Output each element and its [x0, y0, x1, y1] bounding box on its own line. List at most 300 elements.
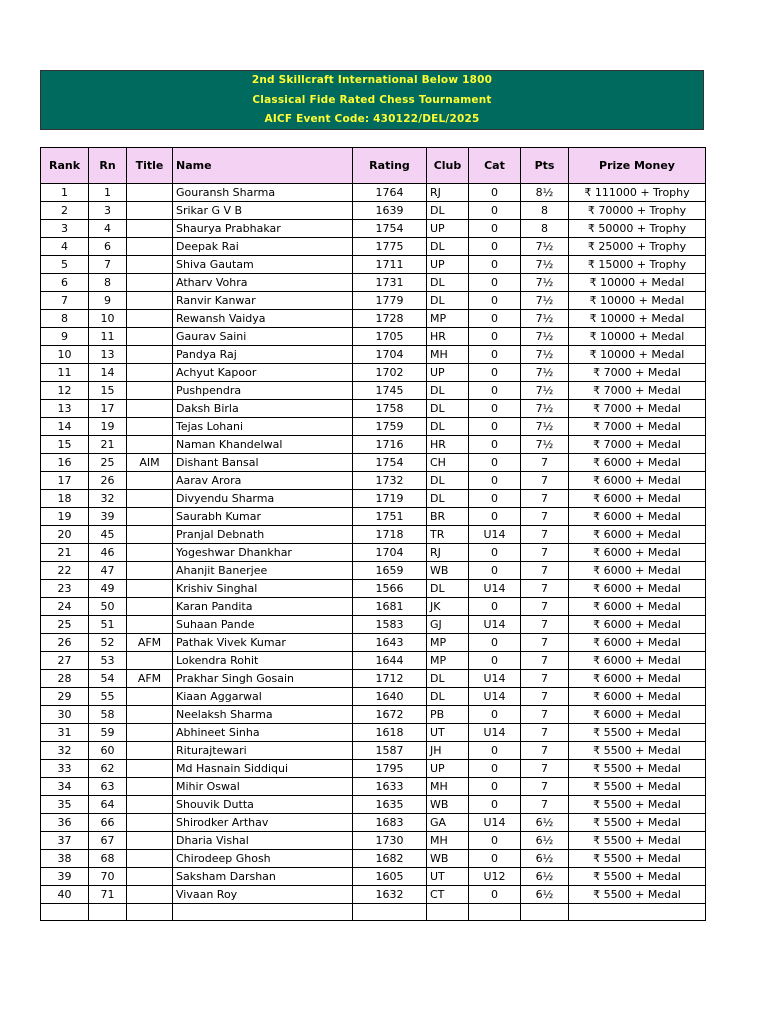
rank-cell: 40 — [41, 886, 89, 904]
rank-cell: 4 — [41, 238, 89, 256]
cat-cell: U14 — [469, 688, 521, 706]
table-header-row — [41, 148, 706, 184]
prize-money-cell: ₹ 6000 + Medal — [569, 544, 706, 562]
prize-money-cell: ₹ 50000 + Trophy — [569, 220, 706, 238]
rank-cell: 35 — [41, 796, 89, 814]
club-cell: WB — [427, 850, 469, 868]
prize-money-cell: ₹ 111000 + Trophy — [569, 184, 706, 202]
name-cell: Pandya Raj — [173, 346, 353, 364]
col-header-name: Name — [173, 148, 353, 184]
name-cell: Saksham Darshan — [173, 868, 353, 886]
title-cell — [127, 508, 173, 526]
pts-cell: 7½ — [521, 400, 569, 418]
club-cell: UP — [427, 760, 469, 778]
pts-cell: 7 — [521, 706, 569, 724]
table-row — [41, 310, 706, 328]
club-cell: PB — [427, 706, 469, 724]
rn-cell: 10 — [89, 310, 127, 328]
name-cell: Dharia Vishal — [173, 832, 353, 850]
rn-cell: 39 — [89, 508, 127, 526]
title-cell: AIM — [127, 454, 173, 472]
rating-cell: 1758 — [353, 400, 427, 418]
name-cell: Vivaan Roy — [173, 886, 353, 904]
prize-money-cell: ₹ 10000 + Medal — [569, 292, 706, 310]
rating-cell: 1639 — [353, 202, 427, 220]
pts-cell: 7 — [521, 508, 569, 526]
rn-cell: 51 — [89, 616, 127, 634]
pts-cell: 6½ — [521, 850, 569, 868]
rating-cell: 1640 — [353, 688, 427, 706]
name-cell: Chirodeep Ghosh — [173, 850, 353, 868]
title-cell — [127, 472, 173, 490]
title-cell — [127, 760, 173, 778]
rating-cell: 1605 — [353, 868, 427, 886]
rn-cell: 11 — [89, 328, 127, 346]
name-cell: Karan Pandita — [173, 598, 353, 616]
club-cell: DL — [427, 238, 469, 256]
pts-cell: 7 — [521, 490, 569, 508]
name-cell: Tejas Lohani — [173, 418, 353, 436]
rank-cell: 27 — [41, 652, 89, 670]
prize-money-cell: ₹ 6000 + Medal — [569, 508, 706, 526]
rating-cell: 1633 — [353, 778, 427, 796]
table-row — [41, 634, 706, 652]
name-cell: Prakhar Singh Gosain — [173, 670, 353, 688]
club-cell: MP — [427, 652, 469, 670]
cat-cell: U14 — [469, 670, 521, 688]
rn-cell: 71 — [89, 886, 127, 904]
rank-cell: 19 — [41, 508, 89, 526]
rn-cell: 63 — [89, 778, 127, 796]
pts-cell: 7½ — [521, 436, 569, 454]
title-cell — [127, 562, 173, 580]
prize-money-cell: ₹ 5500 + Medal — [569, 814, 706, 832]
prize-money-cell: ₹ 6000 + Medal — [569, 706, 706, 724]
empty-row — [41, 904, 706, 921]
club-cell: DL — [427, 400, 469, 418]
name-cell: Kiaan Aggarwal — [173, 688, 353, 706]
cat-cell: 0 — [469, 292, 521, 310]
club-cell: TR — [427, 526, 469, 544]
club-cell: DL — [427, 202, 469, 220]
cat-cell: U14 — [469, 526, 521, 544]
pts-cell: 6½ — [521, 868, 569, 886]
club-cell: UT — [427, 868, 469, 886]
name-cell: Divyendu Sharma — [173, 490, 353, 508]
prize-money-cell: ₹ 5500 + Medal — [569, 796, 706, 814]
rating-cell: 1635 — [353, 796, 427, 814]
title-cell — [127, 742, 173, 760]
rank-cell: 3 — [41, 220, 89, 238]
cat-cell: 0 — [469, 490, 521, 508]
title-cell — [127, 616, 173, 634]
cat-cell: 0 — [469, 634, 521, 652]
table-row — [41, 418, 706, 436]
pts-cell: 7 — [521, 616, 569, 634]
name-cell: Ahanjit Banerjee — [173, 562, 353, 580]
tournament-header — [40, 70, 704, 130]
title-cell — [127, 724, 173, 742]
cat-cell: U14 — [469, 616, 521, 634]
cat-cell: 0 — [469, 364, 521, 382]
pts-cell: 7 — [521, 688, 569, 706]
title-cell — [127, 382, 173, 400]
rating-cell: 1632 — [353, 886, 427, 904]
rating-cell: 1759 — [353, 418, 427, 436]
name-cell: Pushpendra — [173, 382, 353, 400]
club-cell: UP — [427, 256, 469, 274]
empty-cell — [569, 904, 706, 921]
cat-cell: 0 — [469, 832, 521, 850]
prize-money-cell: ₹ 5500 + Medal — [569, 886, 706, 904]
pts-cell: 7½ — [521, 310, 569, 328]
rating-cell: 1754 — [353, 454, 427, 472]
name-cell: Dishant Bansal — [173, 454, 353, 472]
club-cell: MH — [427, 778, 469, 796]
table-row — [41, 220, 706, 238]
rn-cell: 64 — [89, 796, 127, 814]
club-cell: GJ — [427, 616, 469, 634]
title-cell — [127, 832, 173, 850]
rank-cell: 7 — [41, 292, 89, 310]
rn-cell: 52 — [89, 634, 127, 652]
table-row — [41, 778, 706, 796]
rank-cell: 8 — [41, 310, 89, 328]
rn-cell: 26 — [89, 472, 127, 490]
pts-cell: 7 — [521, 544, 569, 562]
table-row — [41, 850, 706, 868]
prize-money-cell: ₹ 6000 + Medal — [569, 580, 706, 598]
title-cell: AFM — [127, 670, 173, 688]
title-cell — [127, 418, 173, 436]
cat-cell: 0 — [469, 202, 521, 220]
rank-cell: 22 — [41, 562, 89, 580]
table-row — [41, 886, 706, 904]
name-cell: Gouransh Sharma — [173, 184, 353, 202]
col-header-rn: Rn — [89, 148, 127, 184]
name-cell: Ranvir Kanwar — [173, 292, 353, 310]
rating-cell: 1716 — [353, 436, 427, 454]
rating-cell: 1704 — [353, 346, 427, 364]
pts-cell: 7 — [521, 724, 569, 742]
cat-cell: 0 — [469, 382, 521, 400]
table-row — [41, 508, 706, 526]
rating-cell: 1583 — [353, 616, 427, 634]
rn-cell: 46 — [89, 544, 127, 562]
rank-cell: 25 — [41, 616, 89, 634]
rating-cell: 1705 — [353, 328, 427, 346]
title-cell — [127, 796, 173, 814]
title-cell — [127, 184, 173, 202]
rn-cell: 59 — [89, 724, 127, 742]
name-cell: Daksh Birla — [173, 400, 353, 418]
empty-cell — [521, 904, 569, 921]
title-cell — [127, 652, 173, 670]
rating-cell: 1681 — [353, 598, 427, 616]
rank-cell: 29 — [41, 688, 89, 706]
rank-cell: 5 — [41, 256, 89, 274]
table-row — [41, 796, 706, 814]
pts-cell: 6½ — [521, 886, 569, 904]
cat-cell: 0 — [469, 706, 521, 724]
table-row — [41, 238, 706, 256]
rn-cell: 6 — [89, 238, 127, 256]
rank-cell: 18 — [41, 490, 89, 508]
rn-cell: 66 — [89, 814, 127, 832]
rank-cell: 30 — [41, 706, 89, 724]
name-cell: Shirodker Arthav — [173, 814, 353, 832]
prize-money-cell: ₹ 5500 + Medal — [569, 868, 706, 886]
rn-cell: 9 — [89, 292, 127, 310]
club-cell: DL — [427, 688, 469, 706]
cat-cell: U14 — [469, 814, 521, 832]
table-row — [41, 652, 706, 670]
table-row — [41, 688, 706, 706]
pts-cell: 7½ — [521, 346, 569, 364]
rn-cell: 14 — [89, 364, 127, 382]
rating-cell: 1644 — [353, 652, 427, 670]
club-cell: DL — [427, 292, 469, 310]
prize-money-cell: ₹ 7000 + Medal — [569, 418, 706, 436]
rn-cell: 3 — [89, 202, 127, 220]
club-cell: DL — [427, 472, 469, 490]
prize-money-cell: ₹ 6000 + Medal — [569, 670, 706, 688]
table-row — [41, 382, 706, 400]
table-row — [41, 364, 706, 382]
title-cell — [127, 886, 173, 904]
rank-cell: 9 — [41, 328, 89, 346]
name-cell: Krishiv Singhal — [173, 580, 353, 598]
rating-cell: 1719 — [353, 490, 427, 508]
title-cell — [127, 310, 173, 328]
rank-cell: 34 — [41, 778, 89, 796]
name-cell: Md Hasnain Siddiqui — [173, 760, 353, 778]
cat-cell: 0 — [469, 256, 521, 274]
rank-cell: 1 — [41, 184, 89, 202]
prize-money-cell: ₹ 7000 + Medal — [569, 436, 706, 454]
prize-money-cell: ₹ 6000 + Medal — [569, 634, 706, 652]
table-row — [41, 724, 706, 742]
table-row — [41, 184, 706, 202]
pts-cell: 7½ — [521, 328, 569, 346]
title-cell — [127, 256, 173, 274]
pts-cell: 7½ — [521, 274, 569, 292]
rn-cell: 1 — [89, 184, 127, 202]
rank-cell: 12 — [41, 382, 89, 400]
title-cell — [127, 220, 173, 238]
table-row — [41, 760, 706, 778]
cat-cell: 0 — [469, 544, 521, 562]
rn-cell: 70 — [89, 868, 127, 886]
table-row — [41, 598, 706, 616]
table-row — [41, 544, 706, 562]
title-cell — [127, 598, 173, 616]
cat-cell: U14 — [469, 580, 521, 598]
name-cell: Shouvik Dutta — [173, 796, 353, 814]
name-cell: Deepak Rai — [173, 238, 353, 256]
table-row — [41, 454, 706, 472]
name-cell: Rewansh Vaidya — [173, 310, 353, 328]
rank-cell: 16 — [41, 454, 89, 472]
rating-cell: 1566 — [353, 580, 427, 598]
table-row — [41, 526, 706, 544]
rating-cell: 1775 — [353, 238, 427, 256]
pts-cell: 7 — [521, 670, 569, 688]
name-cell: Neelaksh Sharma — [173, 706, 353, 724]
rn-cell: 21 — [89, 436, 127, 454]
col-header-prize-money: Prize Money — [569, 148, 706, 184]
rn-cell: 50 — [89, 598, 127, 616]
title-cell — [127, 274, 173, 292]
pts-cell: 7½ — [521, 418, 569, 436]
club-cell: MP — [427, 634, 469, 652]
prize-money-cell: ₹ 7000 + Medal — [569, 382, 706, 400]
rank-cell: 28 — [41, 670, 89, 688]
club-cell: WB — [427, 796, 469, 814]
name-cell: Aarav Arora — [173, 472, 353, 490]
title-cell — [127, 544, 173, 562]
prize-money-cell: ₹ 5500 + Medal — [569, 760, 706, 778]
table-row — [41, 436, 706, 454]
table-row — [41, 328, 706, 346]
rn-cell: 54 — [89, 670, 127, 688]
col-header-club: Club — [427, 148, 469, 184]
cat-cell: 0 — [469, 238, 521, 256]
prize-money-cell: ₹ 6000 + Medal — [569, 472, 706, 490]
club-cell: HR — [427, 436, 469, 454]
club-cell: GA — [427, 814, 469, 832]
title-cell — [127, 328, 173, 346]
tournament-title: 2nd Skillcraft International Below 1800 — [251, 74, 493, 86]
cat-cell: 0 — [469, 220, 521, 238]
cat-cell: U14 — [469, 724, 521, 742]
name-cell: Naman Khandelwal — [173, 436, 353, 454]
club-cell: JH — [427, 742, 469, 760]
prize-money-cell: ₹ 6000 + Medal — [569, 598, 706, 616]
club-cell: WB — [427, 562, 469, 580]
tournament-subtitle: Classical Fide Rated Chess Tournament — [252, 93, 492, 106]
empty-cell — [427, 904, 469, 921]
rank-cell: 11 — [41, 364, 89, 382]
table-row — [41, 616, 706, 634]
prize-money-cell: ₹ 7000 + Medal — [569, 364, 706, 382]
rn-cell: 32 — [89, 490, 127, 508]
rating-cell: 1704 — [353, 544, 427, 562]
pts-cell: 8½ — [521, 184, 569, 202]
cat-cell: 0 — [469, 598, 521, 616]
empty-cell — [41, 904, 89, 921]
pts-cell: 7 — [521, 562, 569, 580]
rating-cell: 1702 — [353, 364, 427, 382]
cat-cell: 0 — [469, 886, 521, 904]
table-row — [41, 346, 706, 364]
name-cell: Abhineet Sinha — [173, 724, 353, 742]
rating-cell: 1754 — [353, 220, 427, 238]
table-row — [41, 706, 706, 724]
pts-cell: 7 — [521, 454, 569, 472]
empty-cell — [173, 904, 353, 921]
cat-cell: 0 — [469, 436, 521, 454]
table-row — [41, 562, 706, 580]
club-cell: MH — [427, 346, 469, 364]
cat-cell: 0 — [469, 760, 521, 778]
name-cell: Shiva Gautam — [173, 256, 353, 274]
prize-money-cell: ₹ 25000 + Trophy — [569, 238, 706, 256]
rating-cell: 1683 — [353, 814, 427, 832]
table-row — [41, 670, 706, 688]
title-cell — [127, 436, 173, 454]
pts-cell: 7½ — [521, 364, 569, 382]
pts-cell: 7½ — [521, 238, 569, 256]
rank-cell: 26 — [41, 634, 89, 652]
rating-cell: 1731 — [353, 274, 427, 292]
cat-cell: 0 — [469, 742, 521, 760]
table-row — [41, 292, 706, 310]
prize-money-cell: ₹ 10000 + Medal — [569, 346, 706, 364]
club-cell: DL — [427, 382, 469, 400]
table-row — [41, 472, 706, 490]
prize-money-cell: ₹ 10000 + Medal — [569, 274, 706, 292]
title-cell — [127, 778, 173, 796]
rn-cell: 15 — [89, 382, 127, 400]
standings-table — [40, 147, 706, 921]
rank-cell: 21 — [41, 544, 89, 562]
title-cell — [127, 688, 173, 706]
name-cell: Lokendra Rohit — [173, 652, 353, 670]
prize-money-cell: ₹ 6000 + Medal — [569, 454, 706, 472]
pts-cell: 7 — [521, 526, 569, 544]
name-cell: Achyut Kapoor — [173, 364, 353, 382]
rn-cell: 47 — [89, 562, 127, 580]
rn-cell: 19 — [89, 418, 127, 436]
rank-cell: 32 — [41, 742, 89, 760]
pts-cell: 7 — [521, 472, 569, 490]
cat-cell: 0 — [469, 562, 521, 580]
pts-cell: 6½ — [521, 832, 569, 850]
pts-cell: 7½ — [521, 256, 569, 274]
prize-money-cell: ₹ 5500 + Medal — [569, 832, 706, 850]
rn-cell: 68 — [89, 850, 127, 868]
title-cell — [127, 814, 173, 832]
pts-cell: 7 — [521, 778, 569, 796]
rn-cell: 49 — [89, 580, 127, 598]
pts-cell: 8 — [521, 220, 569, 238]
rn-cell: 58 — [89, 706, 127, 724]
rank-cell: 13 — [41, 400, 89, 418]
pts-cell: 7 — [521, 598, 569, 616]
club-cell: MH — [427, 832, 469, 850]
cat-cell: 0 — [469, 310, 521, 328]
rn-cell: 7 — [89, 256, 127, 274]
cat-cell: 0 — [469, 652, 521, 670]
table-row — [41, 202, 706, 220]
title-cell — [127, 490, 173, 508]
rating-cell: 1643 — [353, 634, 427, 652]
prize-money-cell: ₹ 6000 + Medal — [569, 490, 706, 508]
club-cell: CT — [427, 886, 469, 904]
name-cell: Riturajtewari — [173, 742, 353, 760]
table-row — [41, 580, 706, 598]
cat-cell: 0 — [469, 472, 521, 490]
prize-money-cell: ₹ 6000 + Medal — [569, 562, 706, 580]
title-cell — [127, 346, 173, 364]
title-cell — [127, 238, 173, 256]
club-cell: UP — [427, 364, 469, 382]
name-cell: Yogeshwar Dhankhar — [173, 544, 353, 562]
table-row — [41, 400, 706, 418]
pts-cell: 8 — [521, 202, 569, 220]
rank-cell: 20 — [41, 526, 89, 544]
